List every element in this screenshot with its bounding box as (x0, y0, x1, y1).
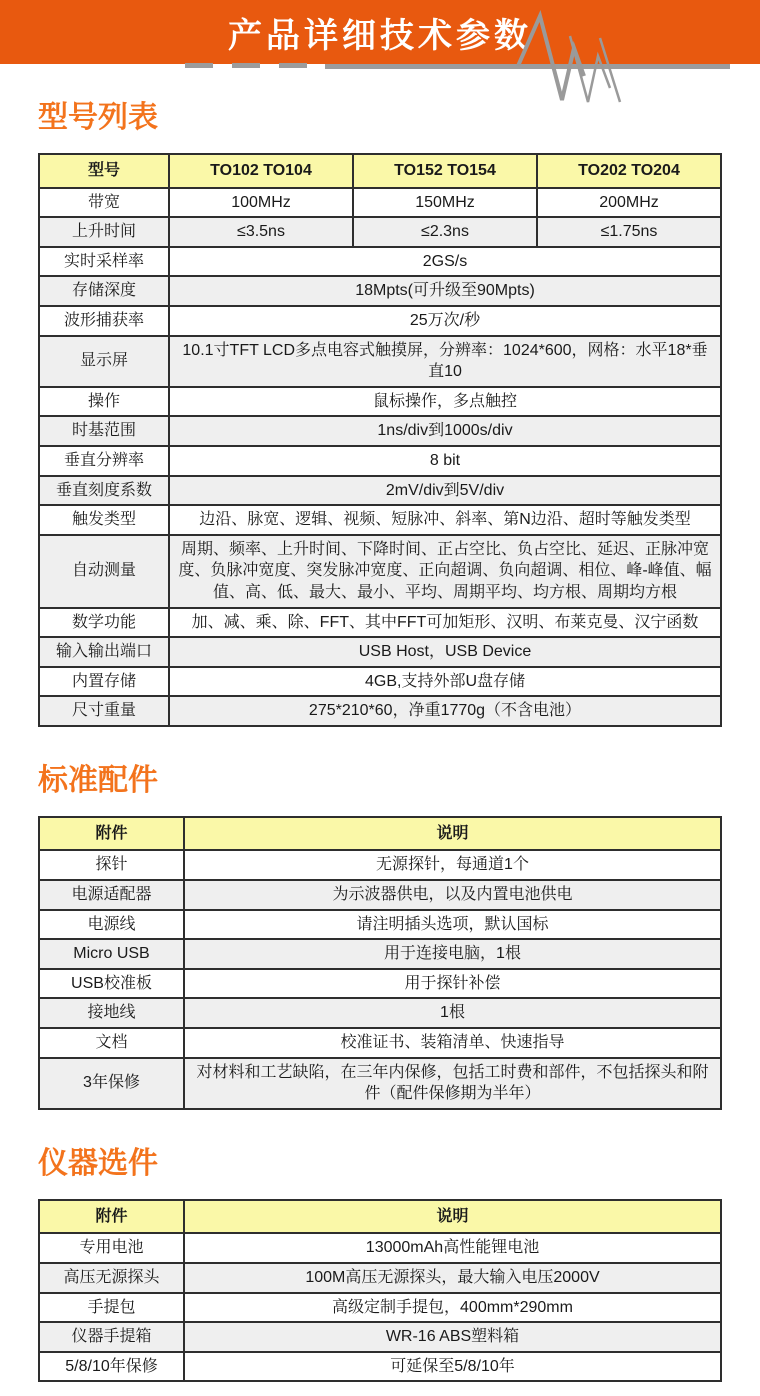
row-value-cell: 无源探针，每通道1个 (184, 850, 721, 880)
row-label-cell: 仪器手提箱 (39, 1322, 184, 1352)
row-label-cell: 专用电池 (39, 1233, 184, 1263)
row-value-cell: 对材料和工艺缺陷，在三年内保修，包括工时费和部件，不包括探头和附件（配件保修期为半年） (184, 1058, 721, 1109)
row-value-cell: ≤2.3ns (353, 217, 537, 247)
section-title-models: 型号列表 (38, 101, 158, 134)
section-title-standard-accessories: 标准配件 (38, 763, 158, 797)
table-row (39, 306, 721, 336)
row-value-cell: 校准证书、装箱清单、快速指导 (184, 1028, 721, 1058)
row-label-cell: 文档 (39, 1028, 184, 1058)
row-value-cell: 4GB,支持外部U盘存储 (169, 667, 721, 697)
table-header-cell: 说明 (184, 1200, 721, 1234)
row-label-cell: 接地线 (39, 998, 184, 1028)
table-row (39, 336, 721, 387)
row-label-cell: 尺寸重量 (39, 696, 169, 726)
row-value-cell: 13000mAh高性能锂电池 (184, 1233, 721, 1263)
table-row (39, 1352, 721, 1382)
row-value-cell: 加、减、乘、除、FFT、其中FFT可加矩形、汉明、布莱克曼、汉宁函数 (169, 608, 721, 638)
row-value-cell: 2mV/div到5V/div (169, 476, 721, 506)
row-value-cell: 1ns/div到1000s/div (169, 416, 721, 446)
table-row (39, 387, 721, 417)
row-value-cell: 高级定制手提包，400mm*290mm (184, 1293, 721, 1323)
row-value-cell: 周期、频率、上升时间、下降时间、正占空比、负占空比、延迟、正脉冲宽度、负脉冲宽度、突发脉冲宽度、正向超调、负向超调、相位、峰-峰值、幅值、高、低、最大、最小、平均、周期平均、均方根、周期均方根 (169, 535, 721, 608)
table-row (39, 217, 721, 247)
row-value-cell: 100M高压无源探头，最大输入电压2000V (184, 1263, 721, 1293)
table-header-cell: TO202 TO204 (537, 154, 721, 188)
banner-title: 产品详细技术参数 (228, 16, 532, 55)
row-value-cell: 10.1寸TFT LCD多点电容式触摸屏，分辨率：1024*600，网格：水平18*垂直10 (169, 336, 721, 387)
table-header-cell: 说明 (184, 817, 721, 851)
row-label-cell: 显示屏 (39, 336, 169, 387)
row-value-cell: 25万次/秒 (169, 306, 721, 336)
table-row (39, 535, 721, 608)
table-header-row (39, 1200, 721, 1234)
banner (0, 0, 760, 64)
table-row (39, 969, 721, 999)
table-header-row (39, 817, 721, 851)
row-label-cell: 电源适配器 (39, 880, 184, 910)
row-label-cell: 存储深度 (39, 276, 169, 306)
row-label-cell: 波形捕获率 (39, 306, 169, 336)
row-value-cell: 2GS/s (169, 247, 721, 277)
row-label-cell: 自动测量 (39, 535, 169, 608)
row-label-cell: 探针 (39, 850, 184, 880)
table-header-cell: 附件 (39, 817, 184, 851)
row-value-cell: 请注明插头选项，默认国标 (184, 910, 721, 940)
table-row (39, 998, 721, 1028)
table-row (39, 1058, 721, 1109)
table-row (39, 1293, 721, 1323)
row-value-cell: 为示波器供电，以及内置电池供电 (184, 880, 721, 910)
row-label-cell: 垂直刻度系数 (39, 476, 169, 506)
table-header-cell: TO102 TO104 (169, 154, 353, 188)
row-value-cell: 100MHz (169, 188, 353, 218)
table-row (39, 637, 721, 667)
table-header-row (39, 154, 721, 188)
row-value-cell: 200MHz (537, 188, 721, 218)
table-row (39, 608, 721, 638)
row-label-cell: 手提包 (39, 1293, 184, 1323)
section-standard-accessories (38, 755, 722, 1110)
row-value-cell: 18Mpts(可升级至90Mpts) (169, 276, 721, 306)
table-row (39, 1263, 721, 1293)
row-label-cell: 时基范围 (39, 416, 169, 446)
row-value-cell: 用于探针补偿 (184, 969, 721, 999)
pulse-waveform-icon (512, 10, 638, 112)
table-row (39, 1322, 721, 1352)
models-spec-table (38, 153, 722, 727)
section-models (38, 92, 722, 727)
row-value-cell: WR-16 ABS塑料箱 (184, 1322, 721, 1352)
row-label-cell: 电源线 (39, 910, 184, 940)
table-row (39, 1233, 721, 1263)
row-label-cell: 输入输出端口 (39, 637, 169, 667)
row-value-cell: 可延保至5/8/10年 (184, 1352, 721, 1382)
row-label-cell: 上升时间 (39, 217, 169, 247)
row-label-cell: 实时采样率 (39, 247, 169, 277)
row-label-cell: 操作 (39, 387, 169, 417)
row-label-cell: 3年保修 (39, 1058, 184, 1109)
content (0, 92, 760, 1382)
row-value-cell: 275*210*60，净重1770g（不含电池） (169, 696, 721, 726)
row-value-cell: ≤3.5ns (169, 217, 353, 247)
table-row (39, 188, 721, 218)
row-value-cell: 1根 (184, 998, 721, 1028)
banner-dashed-underline (185, 63, 307, 68)
table-row (39, 446, 721, 476)
row-label-cell: USB校准板 (39, 969, 184, 999)
section-title-instrument-options: 仪器选件 (38, 1146, 158, 1180)
table-row (39, 850, 721, 880)
table-row (39, 667, 721, 697)
table-row (39, 910, 721, 940)
row-value-cell: 8 bit (169, 446, 721, 476)
row-value-cell: ≤1.75ns (537, 217, 721, 247)
table-row (39, 276, 721, 306)
row-label-cell: Micro USB (39, 939, 184, 969)
table-row (39, 696, 721, 726)
instrument-options-table (38, 1199, 722, 1383)
table-row (39, 1028, 721, 1058)
row-label-cell: 内置存储 (39, 667, 169, 697)
row-value-cell: 用于连接电脑，1根 (184, 939, 721, 969)
table-header-cell: 附件 (39, 1200, 184, 1234)
section-instrument-options (38, 1138, 722, 1383)
row-label-cell: 垂直分辨率 (39, 446, 169, 476)
row-value-cell: USB Host，USB Device (169, 637, 721, 667)
row-label-cell: 触发类型 (39, 505, 169, 535)
row-label-cell: 5/8/10年保修 (39, 1352, 184, 1382)
row-value-cell: 鼠标操作，多点触控 (169, 387, 721, 417)
row-value-cell: 边沿、脉宽、逻辑、视频、短脉冲、斜率、第N边沿、超时等触发类型 (169, 505, 721, 535)
standard-accessories-table (38, 816, 722, 1110)
table-row (39, 247, 721, 277)
row-value-cell: 150MHz (353, 188, 537, 218)
row-label-cell: 数学功能 (39, 608, 169, 638)
table-header-cell: 型号 (39, 154, 169, 188)
row-label-cell: 带宽 (39, 188, 169, 218)
table-row (39, 939, 721, 969)
table-row (39, 880, 721, 910)
table-row (39, 416, 721, 446)
table-header-cell: TO152 TO154 (353, 154, 537, 188)
row-label-cell: 高压无源探头 (39, 1263, 184, 1293)
table-row (39, 476, 721, 506)
table-row (39, 505, 721, 535)
